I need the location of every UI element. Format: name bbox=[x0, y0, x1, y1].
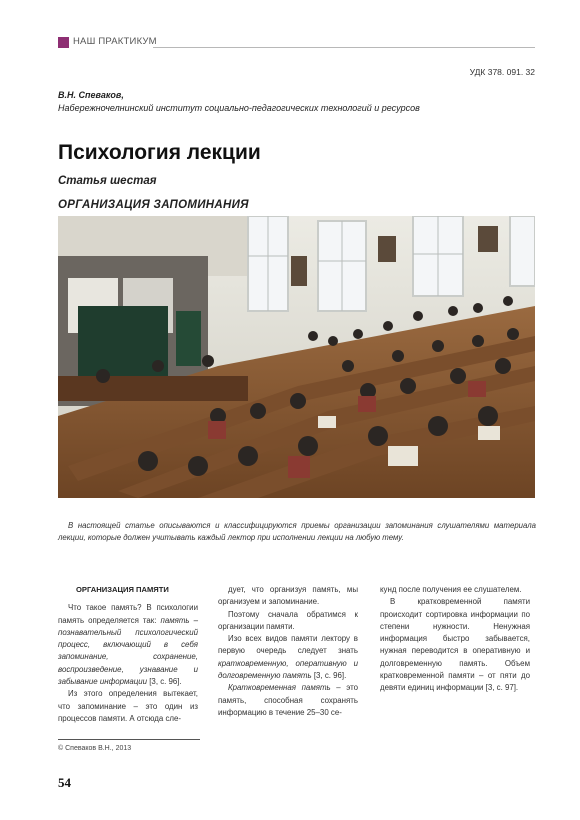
paragraph: кунд после получения ее слушателем. bbox=[380, 585, 522, 594]
column-1 bbox=[58, 584, 198, 725]
emphasis-text: кратковременную, оперативную и долговременную память bbox=[218, 658, 358, 681]
paragraph bbox=[218, 682, 358, 719]
paragraph: В кратковременной памяти происходит сортировка информации по степени нужности. Ненужная информация быстро забывается, нужная переводится в оперативную и долговременную память. Объем кратковременной памяти – от пяти до девяти единиц информации [3, с. 97]. bbox=[380, 597, 530, 693]
section-header bbox=[58, 37, 535, 49]
paragraph: дует, что организуя память, мы организуем и запоминание. bbox=[218, 585, 358, 607]
text-run: Изо всех видов памяти лектору в первую очередь следует знать bbox=[218, 634, 358, 656]
article-topic: ОРГАНИЗАЦИЯ ЗАПОМИНАНИЯ bbox=[58, 199, 249, 211]
abstract: В настоящей статье описываются и классифицируются приемы организации запоминания слушателями материала лекции, которые должен учитывать каждый лектор при исполнении лекции на любую тему. bbox=[58, 521, 536, 542]
column-3 bbox=[380, 584, 530, 695]
text-run: Что такое память? В психологии память определяется так: bbox=[58, 603, 198, 625]
footnote-rule bbox=[58, 739, 200, 740]
definition-text: память – познавательный психологический процесс, включающий в себя запоминание, сохранение, воспроизведение, узнавание и забывание информации bbox=[58, 615, 198, 687]
paragraph: Из этого определения вытекает, что запоминание – это один из процессов памяти. А отсюда сле- bbox=[58, 689, 198, 723]
author-affiliation: Набережночелнинский институт социально-педагогических технологий и ресурсов bbox=[58, 103, 420, 113]
udc-code: УДК 378. 091. 32 bbox=[469, 67, 535, 77]
citation: [3, с. 96]. bbox=[311, 671, 347, 681]
page-number: 54 bbox=[58, 775, 71, 790]
copyright-footnote: © Спеваков В.Н., 2013 bbox=[58, 745, 132, 752]
text-run: – это память, способная сохранять информацию в течение 25–30 се- bbox=[218, 683, 358, 717]
column-2 bbox=[218, 584, 358, 719]
article-title: Психология лекции bbox=[58, 141, 261, 164]
paragraph bbox=[218, 633, 358, 682]
term-text: Кратковременная память bbox=[228, 683, 331, 693]
header-rule bbox=[153, 47, 535, 48]
citation: [3, с. 96]. bbox=[147, 677, 182, 687]
section-marker bbox=[58, 37, 69, 48]
paragraph: Поэтому сначала обратимся к организации памяти. bbox=[218, 609, 358, 631]
section-label: НАШ ПРАКТИКУМ bbox=[73, 36, 157, 47]
paragraph bbox=[58, 602, 198, 688]
article-subtitle: Статья шестая bbox=[58, 175, 157, 187]
section-heading: ОРГАНИЗАЦИЯ ПАМЯТИ bbox=[76, 585, 169, 594]
lecture-hall-photo bbox=[58, 216, 535, 498]
author-name: В.Н. Спеваков, bbox=[58, 90, 124, 100]
lecture-hall-illustration bbox=[58, 216, 535, 498]
